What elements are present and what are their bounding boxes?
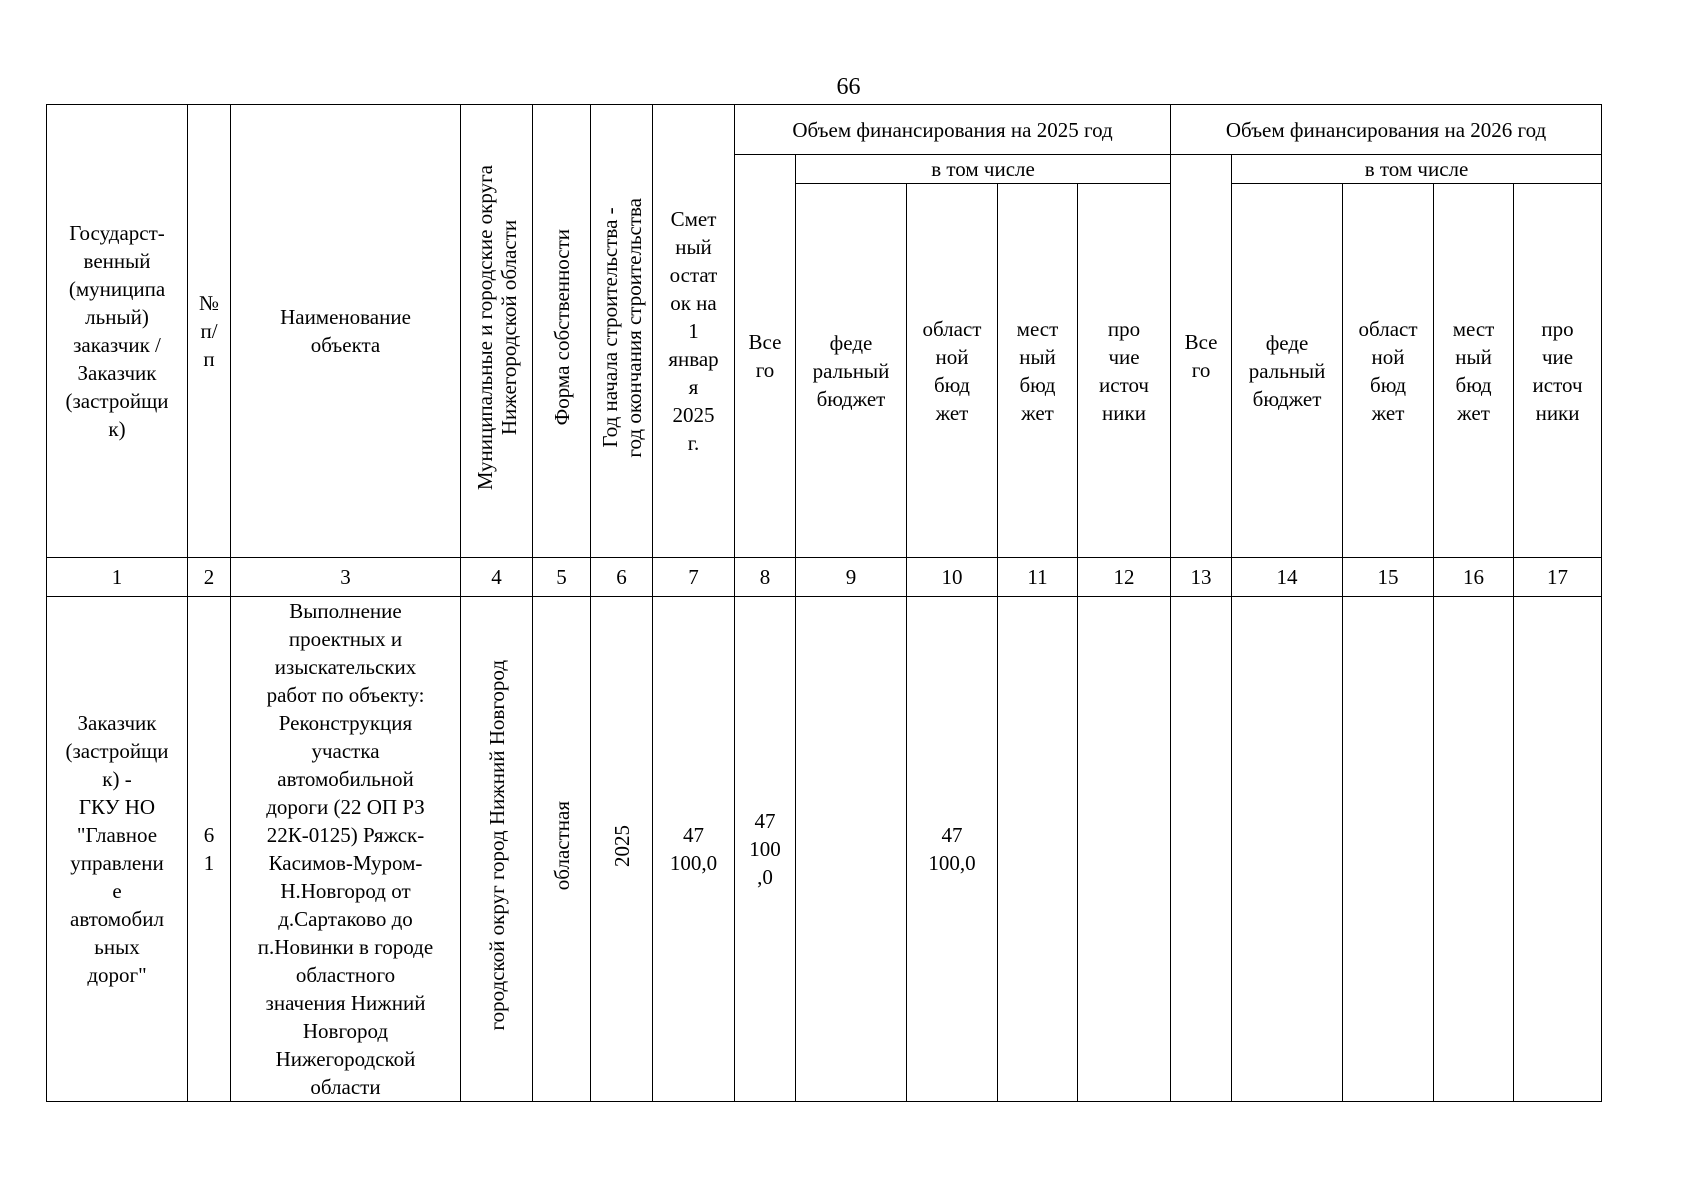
cell-customer: Заказчик (застройщи к) - ГКУ НО "Главное управлени е автомобил ьных дорог" bbox=[47, 597, 188, 1102]
column-number: 12 bbox=[1078, 558, 1171, 597]
header-federal-2026: феде ральный бюджет bbox=[1232, 184, 1343, 558]
cell-other-2025 bbox=[1078, 597, 1171, 1102]
header-federal-2025: феде ральный бюджет bbox=[796, 184, 907, 558]
header-group-row bbox=[47, 105, 1602, 155]
header-total-2025: Все го bbox=[735, 155, 796, 558]
column-number: 5 bbox=[533, 558, 591, 597]
header-regional-2026: област ной бюд жет bbox=[1343, 184, 1434, 558]
column-number: 14 bbox=[1232, 558, 1343, 597]
header-local-2025: мест ный бюд жет bbox=[998, 184, 1078, 558]
cell-years-cell bbox=[591, 597, 653, 1102]
cell-total-2026 bbox=[1171, 597, 1232, 1102]
column-number: 10 bbox=[907, 558, 998, 597]
column-number: 11 bbox=[998, 558, 1078, 597]
header-municipality: Муниципальные и городские округа Нижегородской области bbox=[472, 164, 521, 491]
header-municipality-cell bbox=[461, 105, 533, 558]
header-local-2026: мест ный бюд жет bbox=[1434, 184, 1514, 558]
cell-ownership: областная bbox=[549, 800, 574, 891]
header-ownership-cell bbox=[533, 105, 591, 558]
header-other-2026: про чие источ ники bbox=[1514, 184, 1602, 558]
column-number-row bbox=[47, 558, 1602, 597]
column-number: 16 bbox=[1434, 558, 1514, 597]
page-number: 66 bbox=[836, 74, 861, 100]
header-years: Год начала строительства - год окончания строительства bbox=[597, 197, 646, 458]
header-object-name: Наименование объекта bbox=[231, 105, 461, 558]
column-number: 6 bbox=[591, 558, 653, 597]
cell-municipality-cell bbox=[461, 597, 533, 1102]
column-number: 9 bbox=[796, 558, 907, 597]
cell-municipality: городской округ город Нижний Новгород bbox=[484, 660, 509, 1031]
column-number: 7 bbox=[653, 558, 735, 597]
header-sub-2025: в том числе bbox=[796, 155, 1171, 184]
cell-regional-2025: 47 100,0 bbox=[907, 597, 998, 1102]
column-number: 8 bbox=[735, 558, 796, 597]
financing-table bbox=[46, 104, 1602, 1102]
cell-federal-2025 bbox=[796, 597, 907, 1102]
header-group-2025: Объем финансирования на 2025 год bbox=[735, 105, 1171, 155]
cell-regional-2026 bbox=[1343, 597, 1434, 1102]
header-other-2025: про чие источ ники bbox=[1078, 184, 1171, 558]
cell-years: 2025 bbox=[609, 824, 634, 867]
header-remainder: Смет ный остат ок на 1 январ я 2025 г. bbox=[653, 105, 735, 558]
column-number: 4 bbox=[461, 558, 533, 597]
header-group-2026: Объем финансирования на 2026 год bbox=[1171, 105, 1602, 155]
header-sub-2026: в том числе bbox=[1232, 155, 1602, 184]
cell-remainder: 47 100,0 bbox=[653, 597, 735, 1102]
column-number: 2 bbox=[188, 558, 231, 597]
header-regional-2025: област ной бюд жет bbox=[907, 184, 998, 558]
header-years-cell bbox=[591, 105, 653, 558]
column-number: 15 bbox=[1343, 558, 1434, 597]
cell-object-name: Выполнение проектных и изыскательских работ по объекту: Реконструкция участка автомобильной дороги (22 ОП РЗ 22К-0125) Ряжск- Касимов-Муром- Н.Новгород от д.Сартаково до п.Новинки в городе областного значения Нижний Новгород Нижегородской области bbox=[231, 597, 461, 1102]
cell-local-2025 bbox=[998, 597, 1078, 1102]
cell-federal-2026 bbox=[1232, 597, 1343, 1102]
header-customer: Государст- венный (муниципа льный) заказчик / Заказчик (застройщи к) bbox=[47, 105, 188, 558]
column-number: 17 bbox=[1514, 558, 1602, 597]
cell-local-2026 bbox=[1434, 597, 1514, 1102]
column-number: 3 bbox=[231, 558, 461, 597]
column-number: 1 bbox=[47, 558, 188, 597]
header-number: № п/ п bbox=[188, 105, 231, 558]
header-ownership: Форма собственности bbox=[549, 229, 574, 426]
table-row bbox=[47, 597, 1602, 1102]
cell-ownership-cell bbox=[533, 597, 591, 1102]
cell-total-2025: 47 100 ,0 bbox=[735, 597, 796, 1102]
cell-other-2026 bbox=[1514, 597, 1602, 1102]
header-total-2026: Все го bbox=[1171, 155, 1232, 558]
cell-number: 6 1 bbox=[188, 597, 231, 1102]
column-number: 13 bbox=[1171, 558, 1232, 597]
